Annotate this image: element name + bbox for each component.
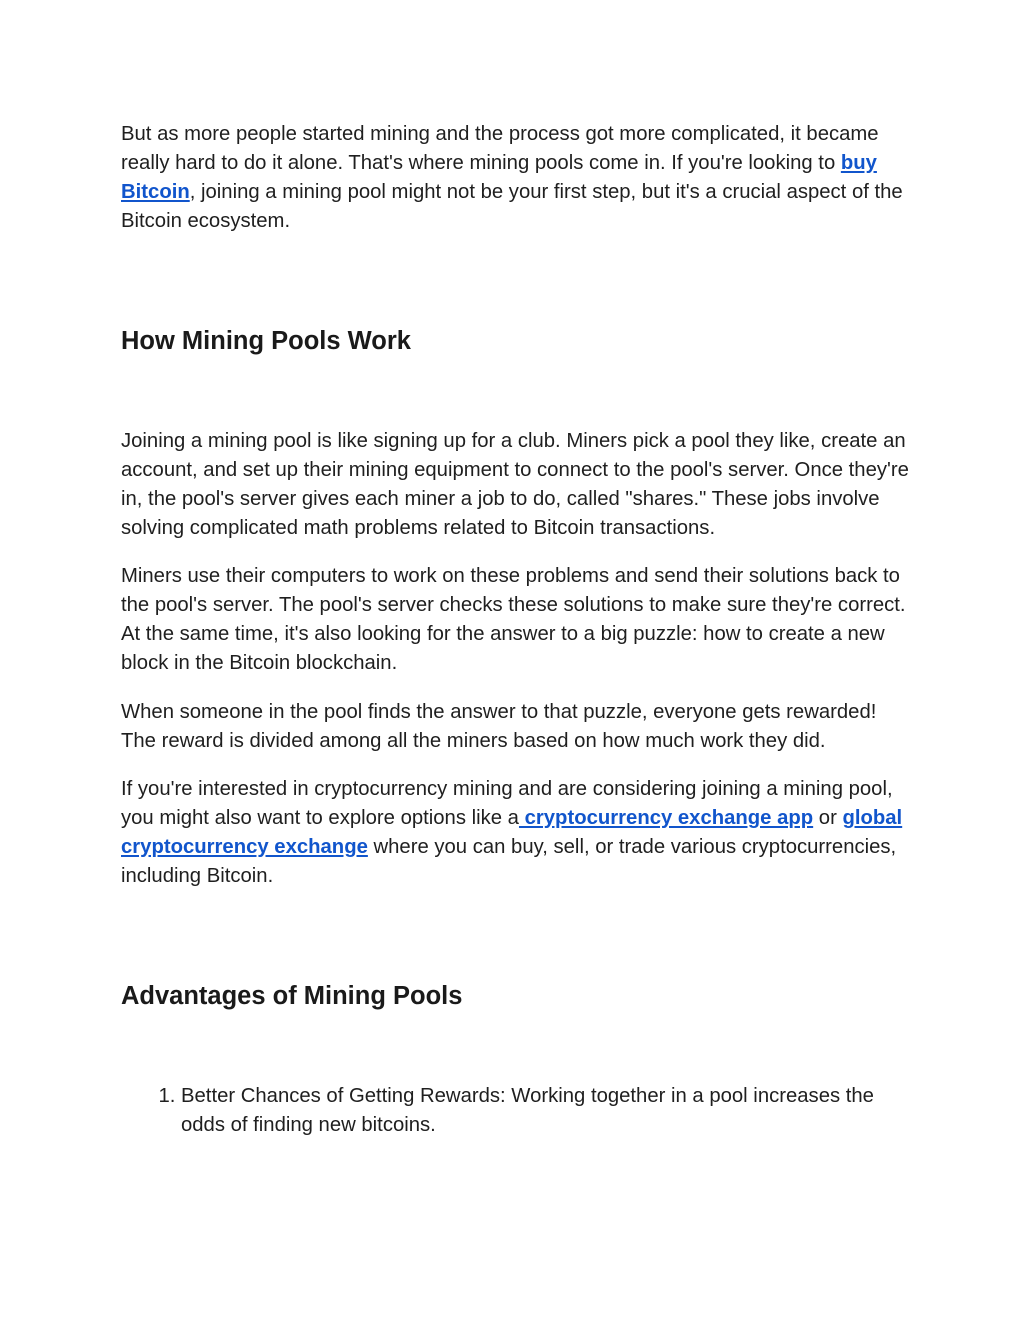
heading-how-mining-pools-work: How Mining Pools Work [121,327,411,355]
intro-paragraph [121,120,911,236]
buy-bitcoin-link[interactable]: buy Bitcoin [121,152,877,203]
how-p4-text-before: If you're interested in cryptocurrency mining and are considering joining a mining pool, you might also want to explore options like a [121,778,893,829]
how-p4-text-middle: or [813,807,843,829]
advantages-list [121,1082,911,1140]
how-p4-text-after: where you can buy, sell, or trade various cryptocurrencies, including Bitcoin. [121,836,897,887]
how-paragraph-2: Miners use their computers to work on these problems and send their solutions back to the pool's server. The pool's server checks these solutions to make sure they're correct. At the same time, it's also looking for the answer to a big puzzle: how to create a new block in the Bitcoin blockchain. [121,565,906,674]
how-paragraph-1: Joining a mining pool is like signing up for a club. Miners pick a pool they like, create an account, and set up their mining equipment to connect to the pool's server. Once they're in, the pool's server gives each miner a job to do, called "shares." These jobs involve solving complicated math problems related to Bitcoin transactions. [121,430,909,539]
heading-advantages-of-mining-pools: Advantages of Mining Pools [121,982,463,1010]
list-item: 1. Better Chances of Getting Rewards: Working together in a pool increases the odds of finding new bitcoins. [181,1082,911,1140]
intro-text-before: But as more people started mining and the process got more complicated, it became really hard to do it alone. That's where mining pools come in. If you're looking to [121,123,879,174]
global-cryptocurrency-exchange-link[interactable]: global cryptocurrency exchange [121,807,903,858]
how-paragraph-4 [121,775,911,891]
how-paragraph-3: When someone in the pool finds the answer to that puzzle, everyone gets rewarded! The reward is divided among all the miners based on how much work they did. [121,701,877,752]
document-page [121,117,911,1140]
cryptocurrency-exchange-app-link[interactable]: cryptocurrency exchange app [518,807,814,829]
intro-text-after: , joining a mining pool might not be your first step, but it's a crucial aspect of the Bitcoin ecosystem. [121,181,903,232]
